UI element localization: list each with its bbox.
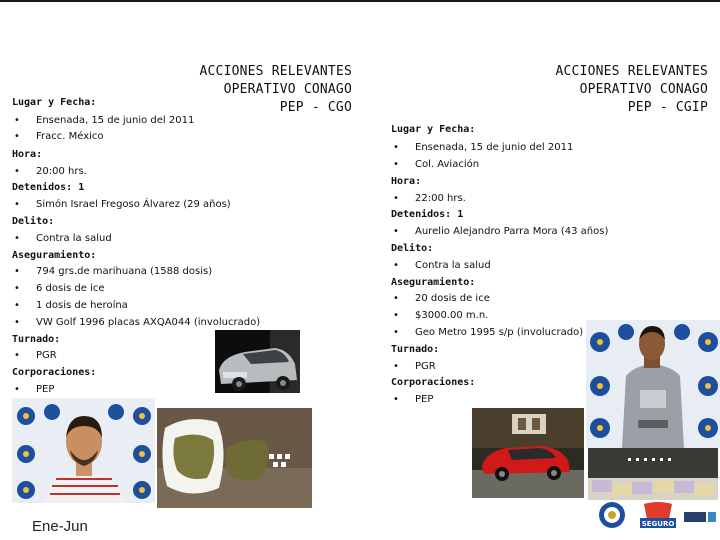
left-title [110,63,352,117]
section-label: Lugar y Fecha: [12,97,97,108]
title-line: PEP - CGO [279,100,352,115]
car-photo [472,408,584,498]
title-line: OPERATIVO CONAGO [223,82,352,97]
section-label: Aseguramiento: [391,277,476,288]
detainee-photo [586,320,720,448]
section-label: Aseguramiento: [12,250,97,261]
section-label: Turnado: [391,344,440,355]
section-label: Hora: [391,176,422,187]
government-seal-icon [594,500,630,530]
section-label: Corporaciones: [391,377,476,388]
section-label: Lugar y Fecha: [391,124,476,135]
section-label: Delito: [391,243,434,254]
seguro-logo-icon [638,500,678,530]
section-label: Hora: [12,149,43,160]
title-line: ACCIONES RELEVANTES [199,64,352,79]
section-label: Detenidos: 1 [391,209,464,220]
section-label: Detenidos: 1 [12,182,85,193]
right-title [466,63,708,117]
state-logo-icon [682,506,718,528]
svg-text:SEGURO: SEGURO [641,520,675,528]
section-label: Corporaciones: [12,367,97,378]
title-line: ACCIONES RELEVANTES [555,64,708,79]
car-photo [215,330,300,393]
section-label: Turnado: [12,334,61,345]
title-line: PEP - CGIP [627,100,708,115]
drugs-photo [157,408,312,508]
money-photo [588,448,718,500]
detainee-photo [12,398,155,503]
section-label: Delito: [12,216,55,227]
title-line: OPERATIVO CONAGO [579,82,708,97]
top-rule [0,0,720,2]
footer-period: Ene-Jun [32,518,88,535]
